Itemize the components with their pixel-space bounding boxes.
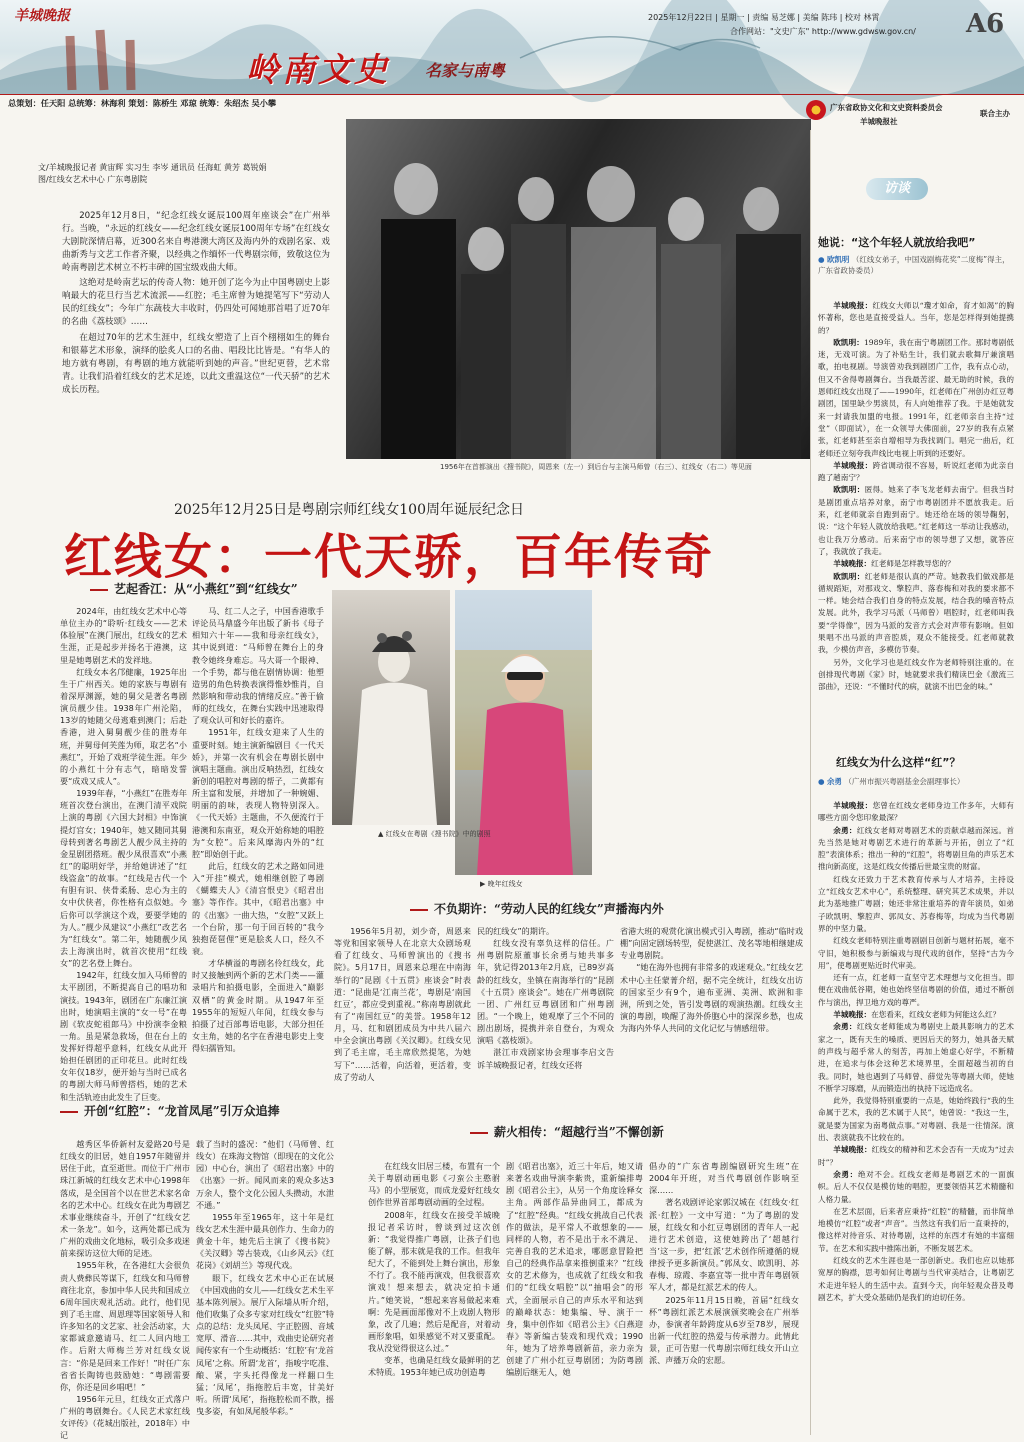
qa-item: 此外，我觉得特别重要的一点是，她始终践行“我的生命属于艺术，我的艺术属于人民”，她曾说：“我这一生，就是要为国家为南粤做点事。”对粤剧、我是一往情深。演出、表演就我不比较在的。 xyxy=(818,1096,1014,1143)
interview2-title: 红线女为什么这样“红”？ xyxy=(836,756,961,769)
section1-col2 xyxy=(192,605,324,1054)
interview1-person: ● 欧凯明 （红线女弟子，中国戏剧梅花奖“二度梅”得主，广东省政协委员） xyxy=(818,255,1010,276)
section1-paragraph: 1939年春，“小燕红”在胜寿年班首次登台演出，在澳门清平戏院上演的粤剧《六国大封相》中饰演提灯宫女；1940年，她又随同其舅母转到著名粤剧艺人靓少凤主持的金星剧团搭班。靓少凤很喜欢“小燕红”的聪明好学，并给她讲述了“红线盗盒”的故事。“红线是古代一个有胆有识、侠骨柔肠、忠心为主的女中伏侠者，你性格有点似她。今后你可以学演这个戏，要要学她的为人。”靓少凤建议“小燕红”改艺名为“红线女”。第二年，她随靓少凤去上海演出时，就首次使用“红线女”的艺名登上舞台。 xyxy=(60,788,187,969)
byline-line-1: 文/羊城晚报记者 黄宙辉 实习生 李岑 通讯员 任海虹 黄芳 葛锐娟 xyxy=(38,163,267,172)
interview-badge-label: 访谈 xyxy=(883,181,910,196)
masthead xyxy=(0,0,1024,94)
section2-paragraph: 眼下，红线女艺术中心正在试展《中国戏曲的女儿——红线女艺术生平基本陈列展》。展厅入际墙从听介绍，他们收集了众多专家对红线女“红腔”特点的总结：龙头凤尾、字正腔圆、音域宽厚、滑音……其中，戏曲史论研究者闻传家有一个生动概括：‘红腔’有‘龙首凤尾’之称。所谓‘龙首’，指唆字吃准、酿、紧，字头托得像龙一样翻口生猛；‘凤尾’，指拖腔后丰宽，甘美好听。所谓‘凤尾’，指拖腔松而不散，摇曳多姿，有如凤尾般华彩。” xyxy=(196,1272,334,1417)
section3-paragraph: 民的红线女”的期许。 xyxy=(477,926,555,936)
section2-paragraph: 1955年至1965年，这十年是红线女艺术生涯中最具创作力、生命力的黄金十年，她先后主演了《搜书院》《关汉卿》等古装戏，《山乡风云》《红花岗》《刘胡兰》等现代戏。 xyxy=(196,1211,334,1271)
section4-col3 xyxy=(649,1160,799,1435)
interview2-body xyxy=(818,800,1014,1435)
intro-paragraph: 这绝对是岭南艺坛的传奇人物：她开创了迄今为止中国粤剧史上影响最大的花旦行当艺术流派——红腔；毛主席曾为她提笔写下“劳动人民的红线女”；今年广东蔬枝大丰收时，仍四处可闻她那首唱了近70年的名曲《荔枝颂》…… xyxy=(62,278,330,328)
interview-badge xyxy=(866,178,928,200)
qa-item: 羊城晚报：红线女大师以“瓊才如命，育才如渴”的胸怀著称，您也是直接受益人。当年，您是怎样得到她提携的？ xyxy=(818,301,1015,335)
intro-paragraph: 在超过70年的艺术生涯中，红线女塑造了上百个栩栩如生的舞台和银幕艺术形象，演绎的脍炙人口的名曲、唱段比比皆是。“有华人的地方就有粤剧，有粤剧的地方就能听到她的声音。”世纪更替，艺术常青。让我们沿着红线女的艺术足迹，以此文重温这位“一代天骄”的艺术成长历程。 xyxy=(62,333,330,395)
photo3-caption: ▶ 晚年红线女 xyxy=(480,880,523,888)
qa-item: 还有一点，红老师一直坚守艺术理想与文化担当。即便在戏曲低谷期，她也始终坚信粤剧的价值，通过不断创作与演出，捍卫地方戏的尊严。 xyxy=(818,973,1014,1007)
intro-paragraph: 2025年12月8日，“纪念红线女诞辰100周年座谈会”在广州举行。当晚，“永远的红线女——纪念红线女诞辰100周年专场”在红线女大剧院深情启幕，近300名来自粤港澳大湾区及海内外的戏剧名家、戏曲新秀与文艺工作者齐聚，以经典之作缅怀一代粤剧宗师，致敬这位为岭南粤剧艺术树立不朽丰碑的国宝级戏曲大师。 xyxy=(62,211,330,273)
intro-text xyxy=(62,210,330,450)
section3-paragraph: 湛江市戏剧家协会理事李启文告诉羊城晚报记者，红线女还将 xyxy=(477,1047,614,1070)
section4-paragraph: 变革，也确是红线女最鲜明的艺术特质。1953年她已成功创造粤 xyxy=(368,1355,500,1378)
interview1-person-name: 欧凯明 xyxy=(826,255,850,264)
qa-item: 红线女老师特别注重粤剧剧目创新与题材拓展，毫不守旧，她积极参与新编戏与现代戏的创作，坚持“古为今用”，使粤剧更贴近时代审美。 xyxy=(818,936,1014,970)
section2-paragraph: 载了当时的盛况：“他们（马师曾、红线女）在珠海文物馆（即现在的文化公园）中心台，演出了《昭君出塞》中的《出塞》一折。闻风而来的观众多达3万余人，整个文化公园人头攒动，水泄不通。” xyxy=(196,1139,334,1210)
qa-item: 欧凯明：1989年，我在南宁粤剧团工作。那时粤剧低迷，无戏可演。为了补贴生计，我们就去歌舞厅兼演唱歌，拍电视剧。导演曾劝我到剧团广工作，我有点心动，但又不舍得粤剧舞台。当我最苦涩、最无助的时候，我的恩师红线女出现了——1990年，红老师在广州创办红豆粤剧团，国里缺少男演员，有人向她推荐了我。于是她就发来一封请我加盟的电报。1991年，红老师亲自主持“过堂”（即面试），在一众领导大佛面前，27岁的我有点紧张，红老师甚至亲自增相导为我找调门。唱完一曲后，红老师还立刻夸我声线比电视上听到的还要好。 xyxy=(818,337,1015,458)
section2-paragraph: 1956年元旦，红线女正式落户广州的粤剧舞台。《人民艺术家红线女评传》（花城出版社，2018年）中记 xyxy=(60,1393,190,1441)
interview1-title: 她说：“这个年轻人就放给我吧” xyxy=(818,236,976,249)
section4-col2 xyxy=(506,1160,643,1435)
column-subtitle: 名家与南粤 xyxy=(425,61,506,80)
section1-paragraph: 马、红二人之子，中国香港歌手评论员马鼎盛今年出版了新书《母子相知六十年——我和母亲红线女》，其中说到道：“马师曾在舞台上的身教令她终身难忘。马大哥一个眼神、一个手势，都与他在剧情协调：他塑造男的角色转换表演得惟妙惟肖，自然影响和带动我的情绪反应。”善于偷师的红线女，在舞台实践中迅速取得了观众认可和好长的嘉许。 xyxy=(192,606,324,726)
qa-item: 在艺术层面，后来者应秉持“红腔”的精髓，而非简单地模仿“红腔”或者“声音”。当然这有我们后一直秉持的，像这样对待音乐、对待粤剧，这样的东西才有她的丰富细节。在艺术和实践中推陈出新，不断发展艺术。 xyxy=(818,1206,1014,1253)
host-org: 广东省政协文化和文史资料委员会 xyxy=(830,103,943,112)
section1-paragraph: 红线女本名邝健廉，1925年出生于广州西关。她的家族与粤剧有着深厚渊源，她的舅父是著名粤剧演员靓少佳。1938年广州沦陷，13岁的她随父母逃难到澳门；后赴香港，进入舅舅靓少佳的胜寿年班，并舅母何芙莲为师，取艺名“小燕红”，开始了戏班学徒生涯。年少的小燕红十分有志气，暗暗发誓要“成戏又成人”。 xyxy=(60,666,187,786)
coop-website[interactable]: 合作网站："文史广东" http://www.gdwsw.gov.cn/ xyxy=(730,27,916,36)
section3-paragraph: 红线女没有辜负这样的信任。广州粤剧院原董事长余勇与她共事多年，犹记得2013年2月底，已89岁高龄的红线女，坐镇在南海举行的“昆剧《十五贯》座谈会”。她在广州粤剧院一团、广州红豆粤剧团和广州粤剧团。“一个晚上，她观摩了三个不同的剧出剧场，提携并亲自登台，为观众演唱《荔枝颂》。 xyxy=(477,938,614,1046)
qa-item: 余勇：红线女老师对粤剧艺术的贡献卓越而深远。首先当然是她对粤剧艺术进行的革新与开拓，创立了“红腔”表演体系；推出一种的“红腔”，将粤剧旦角的声乐艺术推向新高度，这是红线女传播后世最宝贵的财富。 xyxy=(818,825,1015,872)
section1-title: 艺起香江：从“小燕红”到“红线女” xyxy=(90,581,298,598)
section1-paragraph: 此后，红线女的艺术之路如同进入“开挂”模式，她相继创腔了粤剧《蝴蝶夫人》《清宫恨史》《昭君出塞》等作作。其中，《昭君出塞》中的《出塞》一曲大热，“女腔”又跃上一个台阶，那一句于回百转的“我今独抱琵琶俚”更是脍炙人口，经久不衰。 xyxy=(192,860,324,956)
page-number: A6 xyxy=(966,9,1005,39)
qa-item: 红线女的艺术生涯也是一部创新史。我们也应以她那宽厚的胸襟，思考如何让粤剧与当代审美结合，让粤剧艺术走进年轻人的生活中去。直到今天，向年轻观众普及粤剧艺术，扩大受众基础仍是我们的迫切任务。 xyxy=(818,1255,1014,1302)
qa-item: 羊城晚报：红线女的精神和艺术会否有一天成为“过去时”？ xyxy=(818,1145,1014,1167)
byline xyxy=(38,162,338,186)
section1-col1 xyxy=(60,605,187,1102)
photo-sou-shu-yuan-still xyxy=(332,590,450,825)
qa-item: 红线女还致力于艺术教育传承与人才培养，主持设立“红线女艺术中心”，系统整理、研究其艺术成果，并以此为基地推广粤剧；她还非常注重培养的青年演员，如弟子欧凯明、擎腔声、郭凤女、苏春梅等，均成为当代粤剧界的中坚力量。 xyxy=(818,874,1014,933)
section4-paragraph: 2008年，红线女在接受羊城晚报记者采访时，曾谈到过这次创新：“我觉得推广粤剧，让孩子们也能了解，那末就是我的工作。但我年纪大了，不能到处上舞台演出，形象不行了。我不能再演戏，但我很喜欢演戏！想来想去，就决定拍卡通片。”她笑说，“想起来容易做起来难啊：先是画面部像对不上戏剧人物形象，改了几遍；然后是配音，对着动画形象唱，如果感觉不对又要重配。我从没觉得很这么过。” xyxy=(368,1209,500,1354)
qa-item: 余勇：红线女老师能成为粤剧史上最具影响力的艺术家之一，既有天生的嗓质、更因后天的努力，她具备天赋的声线与超乎常人的刻苦，再加上她虚心好学，不断精进，在追求与体会这种艺术境界里，全面超越当初的自我。同时，她也遇到了马师曾、薛觉先等粤剧大师，使她不断学习琢磨，从而锻造出的执持下远造成名。 xyxy=(818,1022,1015,1093)
qa-item: 余勇：绝对不会。红线女老师是粤剧艺术的一面旗帜。后人不仅仅是模仿她的唱腔，更要领悟其艺术精髓和人格力量。 xyxy=(818,1169,1015,1204)
host-label: 联合主办 xyxy=(980,109,1010,118)
qa-item: 羊城晚报：您曾在红线女老师身边工作多年，大师有哪些方面令您印象最深？ xyxy=(818,801,1015,823)
sidebar-divider xyxy=(810,130,811,1435)
cppcc-emblem xyxy=(806,100,826,120)
section3-col2 xyxy=(477,925,614,1070)
interview2-person: ● 余勇 （广州市振兴粤剧基金会副理事长） xyxy=(818,777,965,786)
headline-main: 红线女：一代天骄，百年传奇 xyxy=(64,529,715,585)
section1-paragraph: 才华横溢的粤剧名伶红线女，此时又接触到两个新的艺术门类——灌录唱片和拍摄电影，全面进入“巅影双栖”的黄金时期。从1947年至1955年的短短八年间，红线女参与拍摄了过百部粤语电影，大部分担任女主角，她的名字在香港电影史上变得妇孺皆知。 xyxy=(192,958,324,1054)
section3-title: 不负期许：“劳动人民的红线女”声播海内外 xyxy=(410,901,664,918)
section2-col1 xyxy=(60,1138,190,1441)
qa-item: 另外，文化学习也是红线女作为老师特别注重的。在创排现代粤剧《家》时，她就要求我们精读巴金《激流三部曲》，还说：“不懂时代的病，就演不出巴金的味。” xyxy=(818,657,1014,692)
photo1-caption: 1956年在首都演出《搜书院》，周恩来（左一）到后台与主演马师曾（右三）、红线女（右二）等见面 xyxy=(440,463,752,471)
newspaper-logo: 羊城晚报 xyxy=(14,8,70,24)
photo-zhou-enlai-backstage xyxy=(346,119,811,459)
section1-paragraph: 1942年，红线女加入马师曾的太平剧团，不断提高自己的唱功和演技。1943年，剧团在广东廉江演出时，她演唱主演的“女一号”在粤剧《软皮蛇祖郎马》中扮演李金粮一角。虽是紧急救场，但在台上的发挥好得超乎意料，红线女从此开始担任剧团的正印花旦。此时红线女年仅18岁，便开始与当时已成名的粤剧大师马师曾搭档，她的艺术和生活轨迹由此发生了巨变。 xyxy=(60,970,187,1102)
header-rule xyxy=(0,94,1024,95)
section4-title: 薪火相传：“超越行当”不懈创新 xyxy=(470,1124,664,1141)
interview2-person-name: 余勇 xyxy=(826,777,842,786)
section2-paragraph: 1955年秋，在各港红大会很负责人费彝民等谋下，红线女和马师曾商往北京，参加中华人民共和国成立6周年国庆观礼活动。此行，他们见到了毛主席、周恩理等国家领导人和许多知名的文艺家、社会活动家，大家都诚意邀请马、红二人回内地工作。后附大师梅兰芳对红线女说言：“你是是回来工作好！”时任广东省省长陶铸也鼓励她：“粤剧需要你，你还是回乡唱吧！” xyxy=(60,1260,190,1392)
section2-title: 开创“红腔”：“龙首凤尾”引万众追捧 xyxy=(60,1103,280,1120)
qa-item: 欧凯明：红老师是很认真的严苛。她教我们做戏都是循规蹈矩，对那戏文、擎腔声、落春梅和对我的要求都不一样。她会结合我们自身的特点发展，结合我的嗓音特点发展。此外，我学习马派（马师曾）唱腔时，红老师叫我要“学得像”，因为马派的发音方式会对声带有影响。但如果唱不出马派的声音腔质，观众不能接受。红老师就教我，少模仿声音，多模仿节奏。 xyxy=(818,571,1015,655)
section3-paragraph: “她在海外也拥有非常多的戏迷观众。”红线女艺术中心主任蒙菁介绍，据不完全统计，红线女出访的国家至少有9个，遍布亚洲、美洲、欧洲和非洲，所到之处，皆引发粤剧的观演热潮。红线女主演的粤剧，唤醒了海外侨胞心中的深深乡愁，也成为海内外华人共同的文化记忆与情感纽带。 xyxy=(620,962,803,1034)
headline-kicker: 2025年12月25日是粤剧宗师红线女100周年诞辰纪念日 xyxy=(174,502,524,518)
section4-paragraph: 著名戏剧评论家郭汉城在《红线女·红派·红腔》一文中写道：“为了粤剧的发展，红线女和小红豆粤剧团的青年人一起进行艺术创造，这使她跨出了‘超越行当’这一步，把‘红派’艺术创作所遵循的规律授予更多新演员。”郭凤女、欧凯明、苏春梅、琼霞、李嘉宜等一批中青年粤剧领军人才，都是红派艺术的传人。 xyxy=(649,1197,799,1293)
byline-line-2: 图/红线女艺术中心 广东粤剧院 xyxy=(38,175,148,184)
section4-paragraph: 剧《昭君出塞》，近三十年后，她又请来著名戏曲导演李紫贵，重新编排粤剧《昭君公主》，从另一个角度诠释女主角。两部作品异曲同工，都成为了“红腔”经典。“红线女挑战自己代表作的做法，是平常人不敢想象的——同样的人物，若不是出于永不满足、完善自我的艺术追求，哪愿意冒险把自己的经典作品拿来推倒重来？”红线女的艺术修为，也成就了红线女和我们的“红线女唱腔”以“抽唱会”的形式，全面展示自己的声乐水平和达到的巅峰状态：她集编、导、演于一身，集中创作如《昭君公主》《白燕迎春》等新编古装戏和现代戏；1990年，她为了培养粤剧新苗，亲力亲为创建了广州小红豆粤剧团；为防粤剧编剧后继无人，她 xyxy=(506,1161,643,1378)
interview2-person-desc: （广州市振兴粤剧基金会副理事长） xyxy=(844,777,965,786)
column-title: 岭南文史 xyxy=(246,50,390,89)
interview1-person-desc: （红线女弟子，中国戏剧梅花奖“二度梅”得主，广东省政协委员） xyxy=(818,255,1010,276)
staff-line: 总策划：任天阳 总统筹：林海利 策划：陈桥生 邓琼 统筹：朱绍杰 吴小攀 xyxy=(8,98,277,108)
section4-paragraph: 在红线女旧居三楼，布置有一个关于粤剧动画电影《刁蛮公主憨驸马》的小型展览，而成龙爱好红线女创作世界首部粤剧动画的全过程。 xyxy=(368,1161,500,1208)
photo2-caption: ▲ 红线女在粤剧《搜书院》中的剧照 xyxy=(378,830,491,838)
qa-item: 羊城晚报：在您看来，红线女老师为何能这么红？ xyxy=(833,1010,1001,1020)
section4-col1 xyxy=(368,1160,500,1435)
qa-item: 欧凯明：匿得。她来了李飞龙老师去南宁。但我当时是剧团重点培养对象，南宁市粤剧团并不愿放我走。后来，红老师就亲自跑到南宁。她还给在场的领导鞠躬，说：“这个年轻人就放给我吧。”红老师这一举动让我感动，也让我万分感动。后来南宁市的领导想了又想，就答应了，我就放了我走。 xyxy=(818,485,1015,556)
section1-paragraph: 2024年，由红线女艺术中心等单位主办的“聆听·红线女——艺术体验展”在澳门展出，红线女的艺术生涯，正是起步并扬名于港澳，这里是她粤剧艺术的发祥地。 xyxy=(60,606,187,665)
section2-col2 xyxy=(196,1138,334,1433)
section3-paragraph: 省港大班的观赏化演出模式引入粤剧，推动“临时戏棚”向固定剧场转型，促使湛江、茂名等地相继建成专业粤剧院。 xyxy=(620,926,803,961)
section2-paragraph: 越秀区华侨新村友爱路20号是红线女的旧居，她自1957年随留并居住于此，直至逝世。而位于广州市珠江新城的红线女艺术中心1998年落成，是全国首个以在世艺术家名命名的艺术中心。红线女在此为粤剧艺术事业继续奋斗，开创了“红线女艺术一条龙”。如今，这两处都已成为广州的戏曲文化地标，吸引众多戏迷前来探访这位大师的足迹。 xyxy=(60,1139,190,1259)
qa-item: 羊城晚报：跨省调动很不容易，听说红老师为此亲自跑了趟南宁？ xyxy=(818,460,1015,483)
photo-figures xyxy=(346,119,811,459)
section4-paragraph: 倡办的“广东省粤剧编剧研究生班”在2004年开班，对当代粤剧创作影响至深…… xyxy=(649,1161,799,1196)
section3-col1 xyxy=(334,925,471,1082)
section4-paragraph: 2025年11月15日晚，首届“红线女杯”粤剧红派艺术展演颁奖晚会在广州举办，参演者年龄跨度从6岁至78岁，展现出新一代红腔的热爱与传承潜力。此情此景，正可告慰一代粤剧宗师红线女开山立派、声播万众的宏愿。 xyxy=(649,1294,799,1366)
qa-item: 羊城晚报：红老师是怎样教导您的？ xyxy=(833,559,955,569)
photo2-figure xyxy=(332,590,450,825)
section1-paragraph: 1951年，红线女迎来了人生的重要时刻。她主演新编剧目《一代天娇》，并第一次有机会在粤剧长剧中演唱主题曲。演出反响热烈，红线女新创的唱腔对粤剧的帮子，二黄都有所主富和发展，并增加了一种婉媚、明丽的韵味，表现人物特别深入。《一代天娇》主题曲，不久便流行于港澳和东南亚，观众开始称她的唱腔为“女腔”。后来风靡海内外的“红腔”即始创于此。 xyxy=(192,727,324,859)
date-line: 2025年12月22日 | 星期一 | 责编 易芝娜 | 美编 陈玮 | 校对 林霄 xyxy=(648,13,880,22)
section3-paragraph: 1956年5月初，刘少奇，周恩来等党和国家领导人在北京大众剧场观看了红线女、马师曾演出的《搜书院》。5月17日，周恩来总理在中南海举行的“昆剧《十五贯》座谈会”时表道：“昆曲是‘江南兰花’，粤剧是‘南国红豆’，都应受到重视。”称南粤剧就此有了“南国红豆”的美誉。1958年12月，马、红和剧团成员为中共八届六中全会演出粤剧《关汉卿》。红线女见到了毛主席，毛主席欣然提笔，为她写下“……活着，向活着，更活着，变成了劳动人 xyxy=(334,926,471,1082)
host-org-2: 羊城晚报社 xyxy=(860,117,898,126)
section3-col3 xyxy=(620,925,803,1033)
interview1-body xyxy=(818,300,1014,720)
